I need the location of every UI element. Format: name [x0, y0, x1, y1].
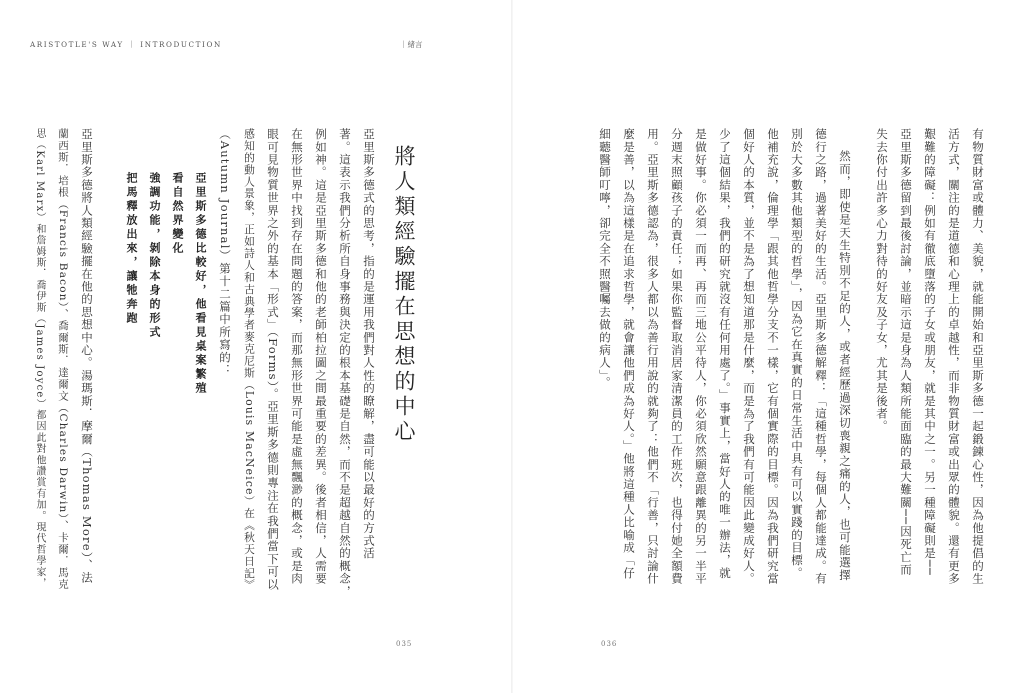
right-para1-col-2: 活方式，關注的是道德和心理上的卓越性，而非物質財富或出眾的體貌。還有更多	[947, 128, 961, 586]
right-page	[512, 0, 1024, 693]
right-para2-col-10: 麼是善，以為這樣是在追求哲學，就會讓他們成為好人。」他將這種人比喻成「仔	[622, 128, 636, 580]
right-para2-col-1: 然而，即使是天生特別不足的人，或者經歷過深切喪親之痛的人，也可能選擇	[838, 150, 852, 582]
left-para1-col-4: 在無形世界中找到存在問題的答案，而那無形世界可能是虛無飄渺的概念，或是肉	[290, 128, 304, 586]
right-para2-col-2: 德行之路，過著美好的生活。亞里斯多德解釋：「這種哲學，每個人都能達成。有	[814, 128, 828, 586]
right-para2-col-8: 分週末照顧孩子的責任；如果你監督取消居家清潔員的工作班次，也得付她全額費	[670, 128, 684, 586]
poem-line-4: 把馬釋放出來，讓牠奔跑	[125, 172, 138, 326]
right-para2-col-5: 個好人的本質，並不是為了想知道那是什麼，而是為了我們有可能因此變成好人。	[742, 128, 756, 586]
right-para2-col-3: 別於大多數其他類型的哲學」，因為它在真實的日常生活中具有可以實踐的目標。	[790, 128, 804, 580]
section-heading: 將人類經驗擺在思想的中心	[392, 145, 416, 445]
poem-line-1: 亞里斯多德比較好，他看見桌案繁殖	[194, 172, 207, 396]
poem-line-3: 強調功能，剝除本身的形式	[148, 172, 161, 340]
left-para1-col-2: 著。這表示我們分析所自身事務與決定的根本基礎是自然，而不是超越自然的概念，	[338, 128, 352, 598]
left-para1-col-6: 感知的動人景象，正如詩人和古典學者麥克尼斯（Louis MacNeice）在《秋天日記》	[243, 128, 256, 592]
left-para2-col-2: 蘭西斯．培根（Francis Bacon）、喬爾斯．達爾文（Charles Darwin）、卡爾．馬克	[57, 128, 69, 591]
left-para1-col-7: （Autumn Journal）第十二篇中所寫的：	[218, 128, 232, 377]
left-para1-col-5: 眼可見物質世界之外的基本「形式」（Forms）。亞里斯多德則專注在我們當下可以	[266, 128, 280, 591]
left-para1-col-1: 亞里斯多德式的思考，指的是運用我們對人性的瞭解，盡可能以最好的方式活	[362, 128, 376, 560]
poem-line-2: 看自然界變化	[171, 172, 184, 256]
right-para2-col-7: 是做好事。你必須一而再、再而三地公平待人，你必須欣然願意跟離異的另一半平	[694, 128, 708, 586]
page-number-right: 036	[601, 640, 618, 648]
right-para2-col-9: 用。亞里斯多德認為，很多人都以為善行用說的就夠了：他們不「行善，只討論什	[646, 128, 660, 586]
page-number-left: 035	[396, 640, 413, 648]
right-para1-col-1: 有物質財富或體力、美貌，就能開始和亞里斯多德一起鍛鍊心性，因為他提倡的生	[971, 128, 985, 586]
right-para1-col-5: 失去你付出許多心力對待的好友及子女，尤其是後者。	[875, 128, 889, 433]
section-label: ｜緒言	[400, 40, 423, 49]
running-title: ARISTOTLE'S WAY ｜ INTRODUCTION	[30, 40, 222, 49]
left-para1-col-3: 例如神。這是亞里斯多德和他的老師柏拉圖之間最重要的差異。後者相信，人需要	[314, 128, 328, 586]
right-para1-col-4: 亞里斯多德留到最後討論，並暗示這是身為人類所能面臨的最大難關──因死亡而	[899, 128, 913, 577]
right-para2-col-4: 他補充說，倫理學「跟其他哲學分支不一樣，它有個實際的目標。因為我們研究當	[766, 128, 780, 586]
right-para2-col-6: 少了這個結果，我們的研究就沒有任何用處了。」事實上，當好人的唯一辦法，就	[718, 128, 732, 580]
left-para2-col-3: 思（Karl Marx）和詹姆斯．喬伊斯（James Joyce）都因此對他讚賞有加。現代哲學家，	[34, 128, 45, 589]
right-para1-col-3: 艱難的障礙：例如有徹底墮落的子女或朋友，就是其中之一。另一種障礙則是──	[923, 128, 937, 577]
left-para2-col-1: 亞里斯多德將人類經驗擺在他的思想中心。湯瑪斯．摩爾（Thomas More）、法	[80, 128, 94, 585]
right-para2-col-11: 細聽醫師叮嚀，卻完全不照醫囑去做的病人」。	[598, 128, 612, 389]
